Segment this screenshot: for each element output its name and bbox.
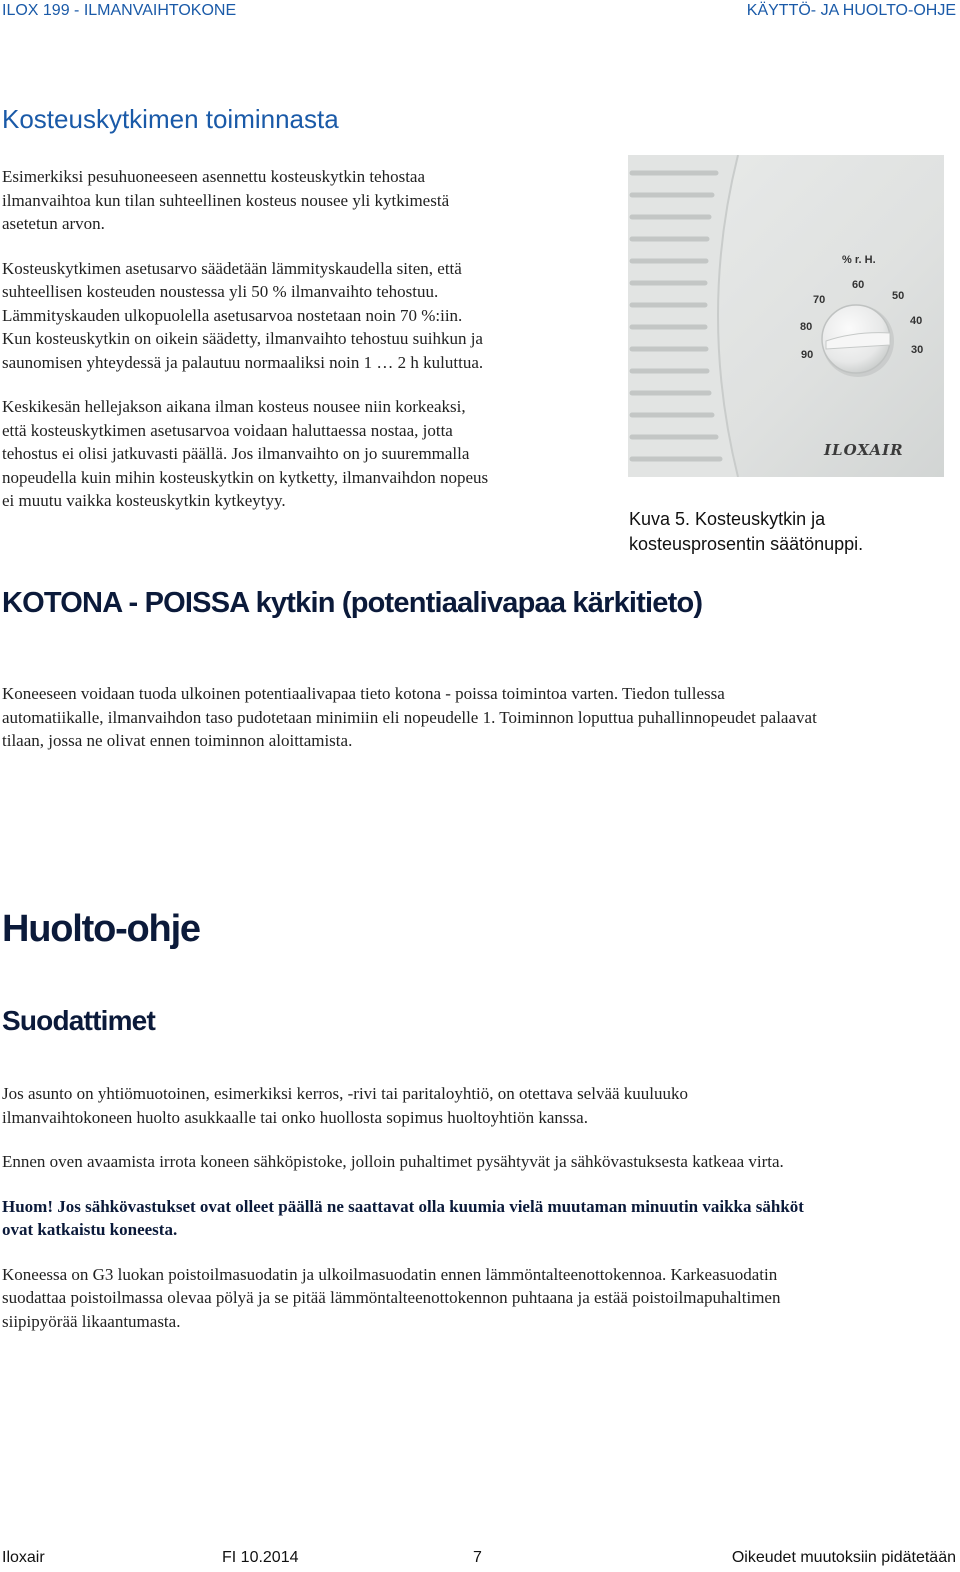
- paragraph-intro: Esimerkiksi pesuhuoneeseen asennettu kosteuskytkin tehostaa ilmanvaihtoa kun tilan suhteellinen kosteus nousee yli kytkimestä asetetun arvon.: [2, 167, 450, 233]
- figure-caption: Kuva 5. Kosteuskytkin ja kosteusprosentin säätönuppi.: [629, 509, 864, 554]
- paragraph-setpoint: Kosteuskytkimen asetusarvo säädetään lämmityskaudella siten, että suhteellisen kosteuden noustessa yli 50 % ilmanvaihto tehostuu. Lämmityskauden ulkopuolella asetusarvoa nostetaan noin 70 %:iin. Kun kosteuskytkin on oikein säädetty, ilmanvaihto tehostuu suihkun ja saunomisen yhteydessä ja palautuu normaaliksi noin 1 … 2 h kuluttua.: [2, 258, 484, 372]
- section1-body: [2, 165, 602, 534]
- footer-brand: Iloxair: [2, 1549, 45, 1566]
- header-doc-type: KÄYTTÖ- JA HUOLTO-OHJE: [746, 2, 956, 19]
- paragraph-summer: Keskikesän hellejakson aikana ilman kosteus nousee niin korkeaksi, että kosteuskytkimen asetusarvoa voidaan haluttaessa nostaa, jotta tehostus ei olisi jatkuvasti päällä. Jos ilmanvaihto on jo suuremmalla nopeudella kuin mihin kosteuskytkin on kytketty, ilmanvaihdon nopeus ei muutu vaikka kosteuskytkin kytkeytyy.: [2, 397, 489, 510]
- section2-body: [2, 682, 952, 774]
- paragraph-unplug: Ennen oven avaamista irrota koneen sähköpistoke, jolloin puhaltimet pysähtyvät ja sähkövastuksesta katkeaa virta.: [2, 1152, 784, 1171]
- paragraph-warning: Huom! Jos sähkövastukset ovat olleet päällä ne saattavat olla kuumia vielä muutaman minuutin vaikka sähköt ovat katkaistu koneesta.: [2, 1196, 804, 1239]
- dial-label-30: 30: [911, 344, 924, 356]
- paragraph-filter-types: Koneessa on G3 luokan poistoilmasuodatin ja ulkoilmasuodatin ennen lämmöntalteenottokennoa. Karkeasuodatin suodattaa poistoilmassa olevaa pölyä ja se pitää lämmöntalteenottokennon puhtaana ja estää poistoilmapuhaltimen siipipyörää likaantumasta.: [2, 1264, 781, 1331]
- subsection-title-filters: Suodattimet: [2, 1005, 155, 1036]
- unit-label: % r. H.: [842, 254, 876, 266]
- dial-label-80: 80: [800, 321, 813, 333]
- paragraph-home-away: Koneeseen voidaan tuoda ulkoinen potentiaalivapaa tieto kotona - poissa toimintoa varten. Tiedon tullessa automatiikalle, ilmanvaihdon taso pudotetaan minimiin eli nopeudelle 1. Toiminnon loputtua puhallinnopeudet palaavat tilaan, jossa ne olivat ennen toiminnon aloittamista.: [2, 684, 817, 750]
- section3-body: [2, 1082, 952, 1354]
- header-doc-title: ILOX 199 - ILMANVAIHTOKONE: [2, 2, 237, 19]
- section-title-maintenance: Huolto-ohje: [2, 908, 200, 950]
- dial-label-60: 60: [852, 279, 865, 291]
- humidity-switch-illustration: [628, 155, 944, 477]
- brand-logo: ILOXAIR: [824, 441, 904, 459]
- section-title-home-away-switch: KOTONA - POISSA kytkin (potentiaalivapaa kärkitieto): [2, 587, 703, 619]
- dial-label-50: 50: [892, 290, 905, 302]
- dial-label-90: 90: [801, 349, 814, 361]
- humidity-switch-image: [628, 155, 944, 477]
- footer-date: FI 10.2014: [222, 1549, 299, 1566]
- paragraph-housing-company: Jos asunto on yhtiömuotoinen, esimerkiksi kerros, -rivi tai paritaloyhtiö, on otettava selvää kuuluuko ilmanvaihtokoneen huolto asukkaalle tai onko huollosta sopimus huoltoyhtiön kanssa.: [2, 1084, 689, 1127]
- footer-page-number: 7: [473, 1549, 482, 1566]
- dial-label-40: 40: [910, 315, 923, 327]
- footer-rights: Oikeudet muutoksiin pidätetään: [731, 1549, 956, 1566]
- dial-label-70: 70: [813, 294, 826, 306]
- section-title-humidity-switch: Kosteuskytkimen toiminnasta: [2, 104, 339, 134]
